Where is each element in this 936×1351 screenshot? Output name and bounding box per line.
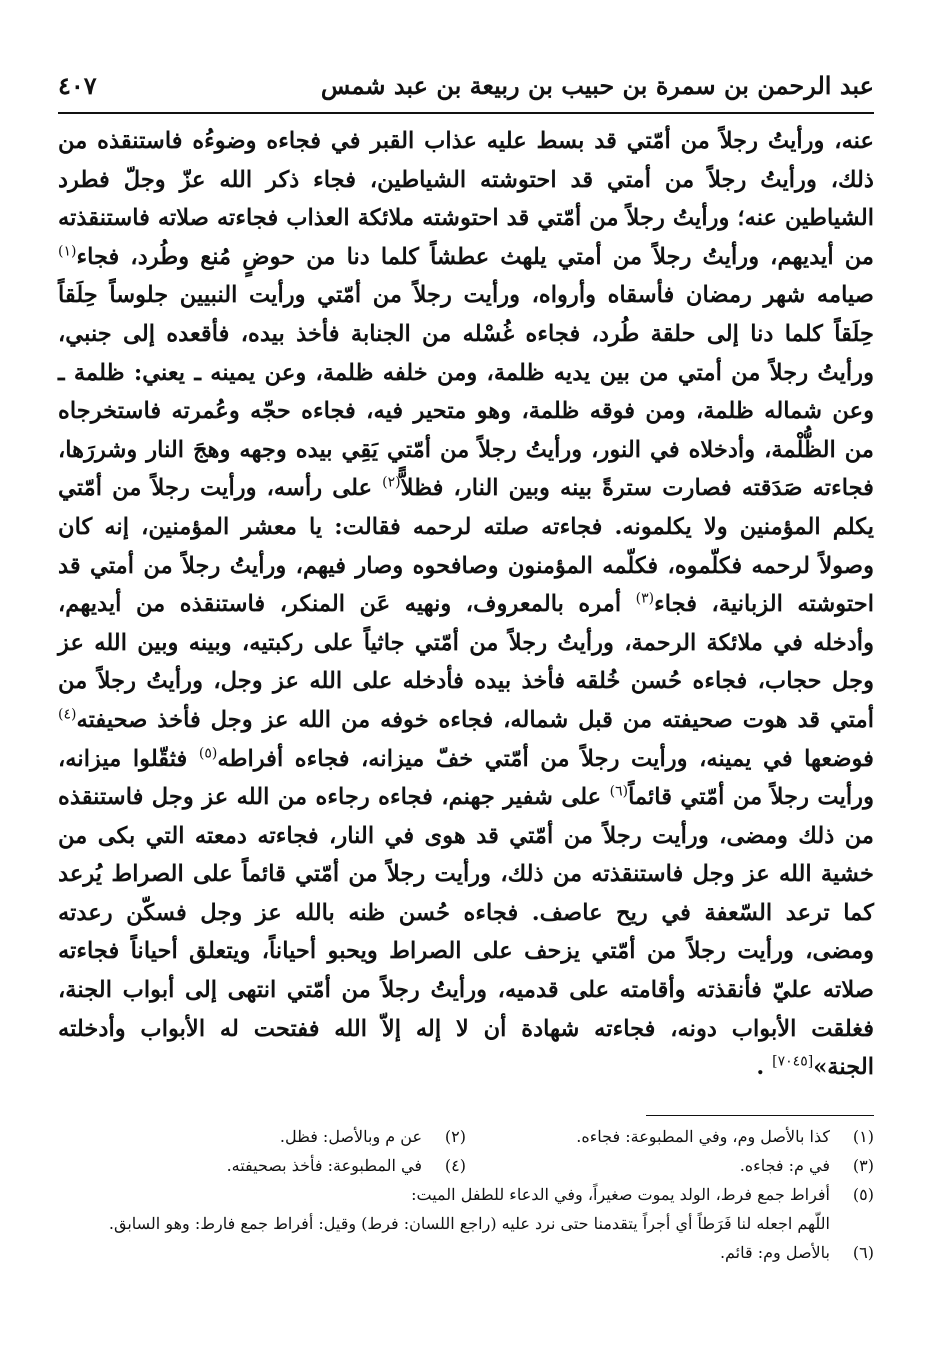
text-part: فوضعها في يمينه، ورأيت رجلاً من أمّتي خفّ ميزانه، فجاءه أفراطه [217, 745, 874, 772]
text-part: فثقّلوا ميزانه، ورأيت رجلاً من أمّتي قائماً [58, 745, 874, 811]
footnote-text: عن م وبالأصل: فظل. [279, 1127, 422, 1146]
footnote-number: (٥) [852, 1185, 874, 1204]
text-part: على شفير جهنم، فجاءه رجاءه من الله عز وجل فاستنقذه من ذلك ومضى، ورأيت رجلاً من أمّتي قد هوى في النار، فجاءته دمعته التي بكى من خشية الله عز وجل فاستنقذته من ذلك، ورأيت رجلاً من أمّتي قائماً على الصراط يُرعد كما ترعد السّعفة في ريح عاصف. فجاءه حُسن ظنه بالله عز وجل فسكّن رعدته ومضى، ورأيت رجلاً من أمّتي يزحف على الصراط ويحبو أحياناً، ويتعلق أحياناً فجاءته صلاته عليّ فأنقذته وأقامته على قدميه، ورأيتُ رجلاً من أمّتي انتهى إلى أبواب الجنة، فغلقت الأبواب دونه، فجاءته شهادة أن لا إله إلاّ الله ففتحت له الأبواب وأدخلته الجنة» [58, 784, 874, 1081]
text-end: . [756, 1054, 765, 1081]
footnote-text: في المطبوعة: فأخذ بصحيفته. [226, 1156, 422, 1175]
header-rule [58, 112, 874, 114]
footnote-marker[interactable]: (٤) [58, 706, 77, 723]
footnote-item [466, 1122, 874, 1151]
footnote-marker[interactable]: (٥) [198, 744, 218, 761]
footnote-marker[interactable]: (١) [58, 243, 77, 260]
text-part: عنه، ورأيتُ رجلاً من أمّتي قد بسط عليه عذاب القبر في فجاءه وضوءُه فاستنقذه من ذلك، ورأيتُ رجلاً من أمتي قد احتوشته الشياطين، فجاء ذكر الله عزّ وجلّ فطرد الشياطين عنه؛ ورأيتُ رجلاً من أمّتي قد احتوشته ملائكة العذاب فجاءته صلاته فاستنقذته من أيديهم، ورأيتُ رجلاً من أمتي يلهث عطشاً كلما دنا من حوضٍ مُنع وطُرد، فجاء [58, 128, 874, 270]
footnote-marker[interactable]: (٢) [382, 474, 401, 491]
running-header [58, 60, 874, 110]
footnote-row [58, 1180, 874, 1209]
footnote-rule [646, 1115, 874, 1116]
footnote-text: بالأصل وم: قائم. [719, 1243, 830, 1262]
text-part: على رأسه، ورأيت رجلاً من أمّتي يكلم المؤمنين ولا يكلمونه. فجاءته صلته لرحمه فقالت: يا معشر المؤمنين، إنه كان وصولاً لرحمه فكلّموه، فكلّمه المؤمنون وصافحوه وصار فيهم، ورأيتُ رجلاً من أمتي قد احتوشته الزبانية، فجاء [58, 475, 874, 618]
footnote-number: (٢) [444, 1127, 466, 1146]
footnote-row [58, 1122, 874, 1151]
footnote-number: (٤) [444, 1156, 466, 1175]
footnote-row [58, 1238, 874, 1267]
hadith-reference: [٧٠٤٥] [772, 1053, 814, 1070]
footnote-number: (١) [852, 1127, 874, 1146]
footnote-item [58, 1122, 466, 1151]
footnote-item [58, 1151, 466, 1180]
footnotes [58, 1122, 874, 1267]
text-part: أمره بالمعروف، ونهيه عَن المنكر، فاستنقذه من أيديهم، وأدخله في ملائكة الرحمة، ورأيتُ رجلاً من أمّتي جاثياً على ركبتيه، وبينه وبين الله عز وجل حجاب، فجاءه حُسن خُلقه فأخذ بيده فأدخله على الله عز وجل، ورأيتُ رجلاً من أمتي قد هوت صحيفته من قبل شماله، فجاءه خوفه من الله عز وجل فأخذ صحيفته [58, 591, 874, 733]
footnote-number: (٦) [852, 1243, 874, 1262]
text-part: صيامه شهر رمضان فأسقاه وأرواه، ورأيت رجلاً من أمّتي ورأيت النبيين جلوساً حِلَقاً حِلَقاً كلما دنا إلى حلقة طُرد، فجاءه غُسْله من الجنابة فأخذ بيده، فأقعده إلى جنبي، ورأيتُ رجلاً من أمتي من بين يديه ظلمة، ومن خلفه ظلمة، وعن يمينه ـ يعني: ظلمة ـ وعن شماله ظلمة، ومن فوقه ظلمة، وهو متحير فيه، فجاءه حجّه وعُمرته فاستخرجاه من الظُّلْمة، وأدخلاه في النور، ورأيتُ رجلاً من أمّتي يَقِي بيده وجهه وهجَ النار وشررَها، فجاءته صَدَقته فصارت سترةً بينه وبين النار، فظلاًّ [58, 282, 874, 502]
footnote-marker[interactable]: (٦) [609, 783, 629, 800]
page-number: ٤٠٧ [58, 70, 97, 100]
footnote-text: كذا بالأصل وم، وفي المطبوعة: فجاءه. [576, 1127, 830, 1146]
footnote-number: (٣) [852, 1156, 874, 1175]
footnote-text: في م: فجاءه. [739, 1156, 830, 1175]
footnote-marker[interactable]: (٣) [635, 590, 655, 607]
footnote-item [466, 1151, 874, 1180]
footnote-text: أفراط جمع فرط، الولد يموت صغيراً، وفي الدعاء للطفل الميت: [411, 1185, 830, 1204]
footnote-row [58, 1151, 874, 1180]
main-text [58, 122, 874, 1087]
footnote-continuation: اللّهم اجعله لنا فَرَطاً أي أجراً يتقدمنا حتى نرد عليه (راجع اللسان: فرط) وقيل: أفراط جمع فارط: وهو السابق. [108, 1214, 830, 1233]
header-title: عبد الرحمن بن سمرة بن حبيب بن ربيعة بن عبد شمس [320, 70, 874, 100]
